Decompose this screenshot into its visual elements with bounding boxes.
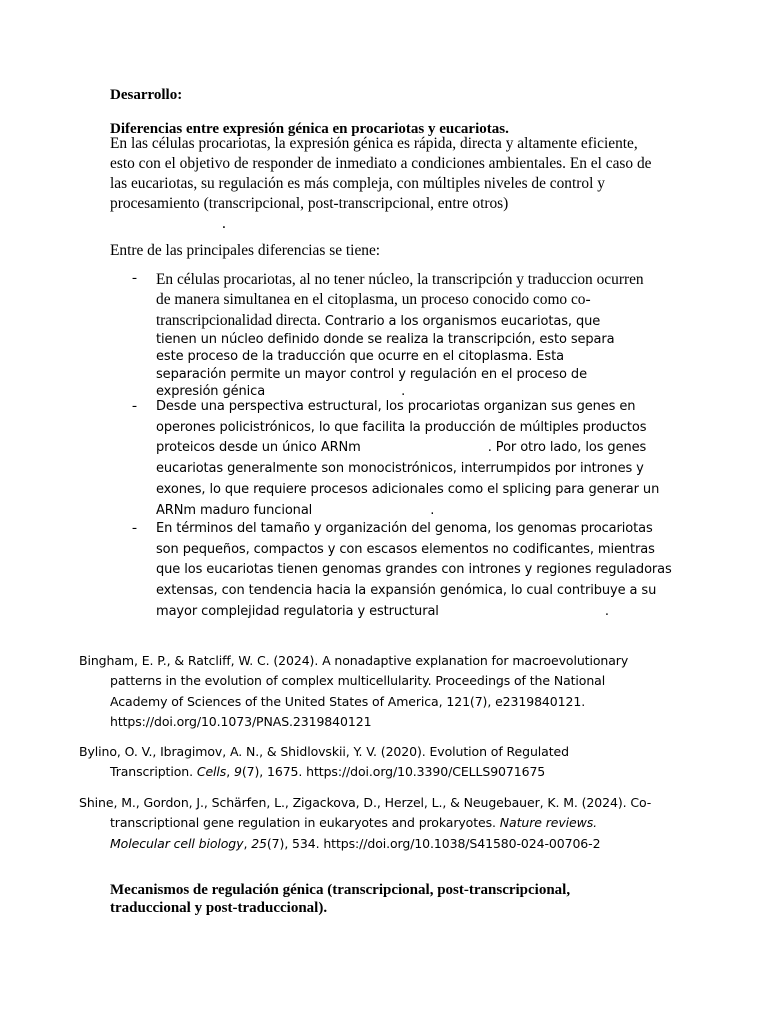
list-item	[156, 519, 676, 623]
intro-line: procesamiento (transcripcional, post-transcripcional, entre otros)	[110, 195, 509, 212]
list-item-line: ARNm maduro funcional .	[156, 502, 435, 518]
reference-doi-link[interactable]: https://doi.org/10.1073/PNAS.2319840121	[110, 713, 372, 729]
list-item-line: este proceso de la traducción que ocurre en el citoplasma. Esta	[156, 349, 564, 364]
list-item-line: proteicos desde un único ARNm . Por otro lado, los genes	[156, 440, 647, 456]
list-item	[156, 397, 676, 521]
list-item-line: expresión génica .	[156, 384, 406, 399]
citation-placeholder-dot: .	[401, 384, 406, 399]
bullet-marker: -	[132, 398, 137, 414]
list-item-line: eucariotas generalmente son monocistrónicos, interrumpidos por intrones y	[156, 461, 644, 477]
reference-line: Bingham, E. P., & Ratcliff, W. C. (2024). A nonadaptive explanation for macroevolutionary	[79, 653, 629, 668]
section-title: Desarrollo:	[110, 87, 183, 103]
lead-in-text: Entre de las principales diferencias se tiene:	[110, 242, 381, 259]
list-item-line: de manera simultanea en el citoplasma, un proceso conocido como co-	[156, 291, 591, 308]
citation-placeholder-dot: .	[430, 502, 435, 518]
reference-line: Molecular cell biology, 25(7), 534. https://doi.org/10.1038/S41580-024-00706-2	[110, 835, 601, 851]
reference-line: Shine, M., Gordon, J., Schärfen, L., Zigackova, D., Herzel, L., & Neugebauer, K. M. (2024). Co-	[79, 795, 652, 810]
list-item-line: que los eucariotas tienen genomas grandes con intrones y regiones reguladoras	[156, 562, 672, 578]
reference-line: Transcription. Cells, 9(7), 1675. https://doi.org/10.3390/CELLS9071675	[110, 764, 546, 780]
reference-entry	[79, 742, 679, 783]
list-item-line: exones, lo que requiere procesos adicionales como el splicing para generar un	[156, 481, 660, 497]
bullet-marker: -	[132, 270, 137, 286]
reference-line: Academy of Sciences of the United States of America, 121(7), e2319840121.	[110, 693, 586, 709]
reference-entry	[79, 651, 679, 732]
reference-entry	[79, 793, 679, 854]
list-item-line: Desde una perspectiva estructural, los procariotas organizan sus genes en	[156, 399, 636, 414]
citation-placeholder-dot: .	[222, 215, 226, 232]
reference-doi-link[interactable]: (7), 1675. https://doi.org/10.3390/CELLS9071675	[241, 764, 546, 780]
list-item-line: En términos del tamaño y organización del genoma, los genomas procariotas	[156, 521, 653, 536]
intro-line: En las células procariotas, la expresión génica es rápida, directa y altamente eficiente,	[110, 135, 638, 152]
list-item-line: operones policistrónicos, lo que facilita la producción de múltiples productos	[156, 419, 647, 435]
list-item-line: transcripcionalidad directa. Contrario a los organismos eucariotas, que	[156, 312, 601, 329]
list-item-line: extensas, con tendencia hacia la expansión genómica, lo cual contribuye a su	[156, 583, 657, 599]
intro-paragraph	[110, 134, 670, 234]
list-item-line: separación permite un mayor control y regulación en el proceso de	[156, 366, 587, 382]
next-section-title: Mecanismos de regulación génica (transcripcional, post-transcripcional, traduccional y post-traduccional).	[110, 882, 571, 916]
list-item-line: tienen un núcleo definido donde se realiza la transcripción, esto separa	[156, 331, 615, 347]
subsection-title: Diferencias entre expresión génica en procariotas y eucariotas.	[110, 121, 509, 137]
citation-placeholder-dot: .	[604, 603, 609, 619]
list-item-line: mayor complejidad regulatoria y estructural .	[156, 603, 609, 619]
intro-line	[110, 214, 670, 234]
reference-doi-link[interactable]: (7), 534. https://doi.org/10.1038/S41580-024-00706-2	[266, 835, 601, 851]
bullet-marker: -	[132, 520, 137, 536]
list-item	[156, 270, 676, 401]
list-item-line: En células procariotas, al no tener núcleo, la transcripción y traduccion ocurren	[156, 271, 644, 288]
list-item-line: son pequeños, compactos y con escasos elementos no codificantes, mientras	[156, 541, 655, 557]
intro-line: esto con el objetivo de responder de inmediato a condiciones ambientales. En el caso de	[110, 155, 652, 172]
reference-line: transcriptional gene regulation in eukaryotes and prokaryotes. Nature reviews.	[110, 815, 598, 831]
reference-line: Bylino, O. V., Ibragimov, A. N., & Shidlovskii, Y. V. (2020). Evolution of Regulated	[79, 744, 569, 759]
intro-line: las eucariotas, su regulación es más compleja, con múltiples niveles de control y	[110, 175, 605, 192]
reference-line: patterns in the evolution of complex multicellularity. Proceedings of the National	[110, 673, 606, 689]
